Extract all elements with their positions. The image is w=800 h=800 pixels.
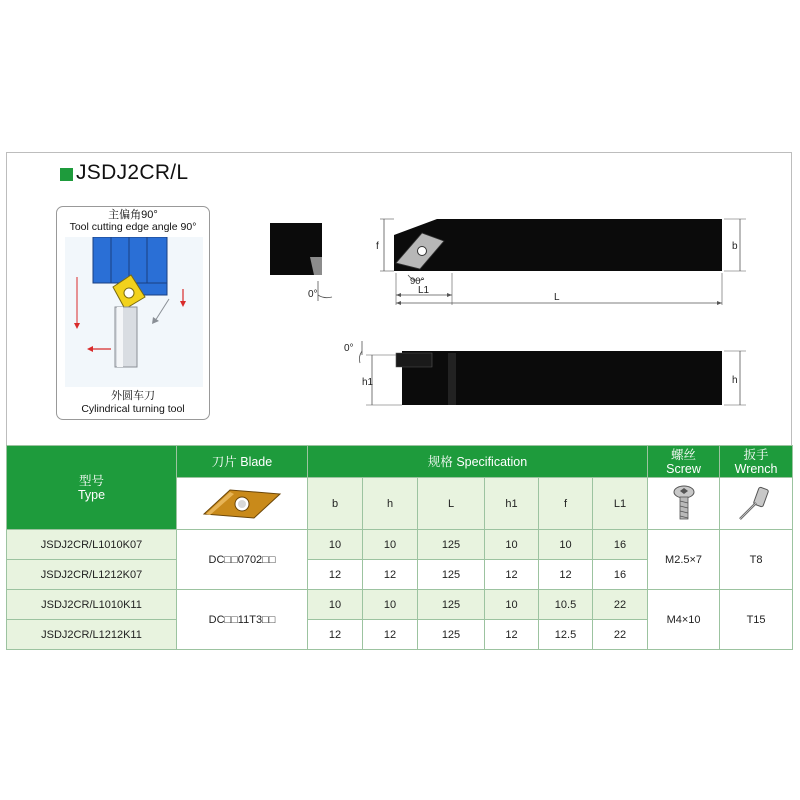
- page-title: [60, 160, 188, 186]
- workpiece-cylinder: [115, 307, 137, 367]
- screw-cell: M4×10: [648, 590, 720, 650]
- header-screw: [648, 446, 720, 478]
- type-cell: JSDJ2CR/L1212K07: [7, 560, 177, 590]
- screw-cell: M2.5×7: [648, 530, 720, 590]
- value-L1: 22: [593, 590, 648, 620]
- dim-h1-label: h1: [362, 377, 374, 388]
- side-view: [344, 341, 746, 405]
- value-h: 12: [363, 560, 418, 590]
- value-L: 125: [418, 590, 485, 620]
- header-wrench: [720, 446, 793, 478]
- value-h: 10: [363, 530, 418, 560]
- value-b: 12: [308, 620, 363, 650]
- table-row: [7, 590, 793, 620]
- col-header-f: f: [539, 478, 593, 530]
- angle-caption-en: Tool cutting edge angle 90°: [69, 221, 197, 233]
- table-header-row: [7, 446, 793, 478]
- angle-caption-cn: 主偏角90°: [108, 209, 158, 221]
- header-spec: 规格 Specification: [308, 446, 648, 478]
- title-text: JSDJ2CR/L: [76, 161, 189, 184]
- header-blade: 刀片 Blade: [177, 446, 308, 478]
- turning-illustration: [65, 237, 203, 387]
- value-h1: 10: [485, 530, 539, 560]
- blade-insert-icon: [200, 484, 284, 524]
- title-marker: [60, 168, 73, 181]
- dim-h-label: h: [732, 375, 738, 386]
- header-type: [7, 446, 177, 530]
- value-L: 125: [418, 530, 485, 560]
- drawings-svg: [262, 205, 762, 420]
- value-f: 10.5: [539, 590, 593, 620]
- angle-90-label: 90°: [410, 276, 425, 287]
- header-screw-cn: 螺丝: [671, 447, 697, 462]
- header-type-cn: 型号: [78, 473, 104, 488]
- dim-L-label: L: [554, 292, 560, 303]
- value-f: 12: [539, 560, 593, 590]
- header-screw-en: Screw: [666, 461, 701, 476]
- dim-b-label: b: [732, 241, 738, 252]
- col-header-h1: h1: [485, 478, 539, 530]
- cutting-angle-panel: [56, 206, 210, 420]
- end-view-angle: 0°: [308, 289, 318, 300]
- screw-image-cell: [648, 478, 720, 530]
- value-h1: 12: [485, 560, 539, 590]
- value-b: 10: [308, 590, 363, 620]
- turning-caption-en: Cylindrical turning tool: [81, 403, 185, 415]
- value-f: 10: [539, 530, 593, 560]
- value-b: 12: [308, 560, 363, 590]
- table-row: [7, 530, 793, 560]
- blade-cell: DC□□0702□□: [177, 530, 308, 590]
- value-f: 12.5: [539, 620, 593, 650]
- value-h1: 10: [485, 590, 539, 620]
- value-h: 12: [363, 620, 418, 650]
- dim-f-label: f: [376, 241, 379, 252]
- dim-L1-label: L1: [418, 285, 430, 296]
- value-h: 10: [363, 590, 418, 620]
- end-view: [270, 223, 332, 301]
- screw-icon: [669, 485, 699, 523]
- col-header-b: b: [308, 478, 363, 530]
- value-h1: 12: [485, 620, 539, 650]
- blade-image-cell: [177, 478, 308, 530]
- value-L1: 16: [593, 560, 648, 590]
- side-angle-label: 0°: [344, 343, 354, 354]
- value-L1: 22: [593, 620, 648, 650]
- wrench-image-cell: [720, 478, 793, 530]
- header-wrench-cn: 扳手: [743, 447, 769, 462]
- turning-illustration-svg: [65, 237, 203, 387]
- technical-drawings: [262, 205, 762, 420]
- wrench-cell: T15: [720, 590, 793, 650]
- header-wrench-en: Wrench: [734, 461, 778, 476]
- col-header-L1: L1: [593, 478, 648, 530]
- header-type-en: Type: [77, 487, 106, 502]
- col-header-L: L: [418, 478, 485, 530]
- value-b: 10: [308, 530, 363, 560]
- type-cell: JSDJ2CR/L1010K11: [7, 590, 177, 620]
- blade-cell: DC□□11T3□□: [177, 590, 308, 650]
- value-L: 125: [418, 620, 485, 650]
- type-cell: JSDJ2CR/L1010K07: [7, 530, 177, 560]
- specification-table: [6, 445, 793, 650]
- type-cell: JSDJ2CR/L1212K11: [7, 620, 177, 650]
- value-L: 125: [418, 560, 485, 590]
- col-header-h: h: [363, 478, 418, 530]
- wrench-icon: [734, 485, 778, 523]
- value-L1: 16: [593, 530, 648, 560]
- turning-caption-cn: 外圆车刀: [111, 390, 155, 402]
- top-view: [376, 219, 746, 305]
- wrench-cell: T8: [720, 530, 793, 590]
